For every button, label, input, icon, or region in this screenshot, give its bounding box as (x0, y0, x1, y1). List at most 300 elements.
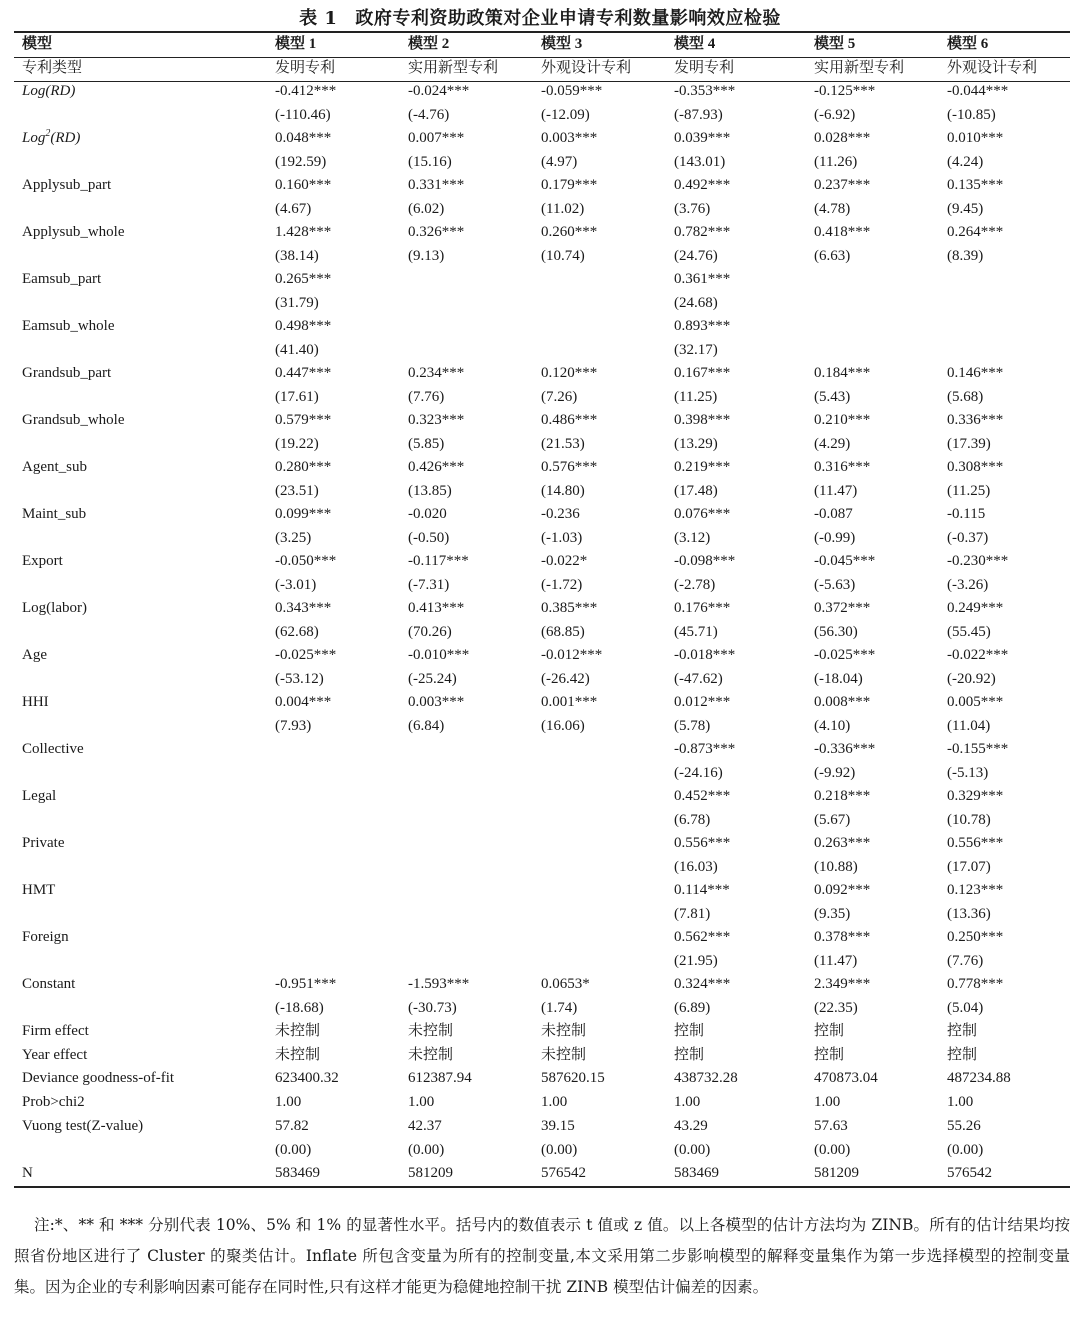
coefficient-value (400, 785, 533, 809)
variable-name: Grandsub_whole (22, 412, 125, 428)
footer-value: 583469 (275, 1165, 320, 1182)
t-statistic-value (400, 856, 533, 880)
stat-row-label (14, 621, 267, 645)
coefficient-value: 0.120*** (541, 365, 598, 381)
coefficient-value: 0.556*** (674, 835, 731, 851)
coefficient-value: 0.0653* (541, 976, 590, 992)
footer-value: (0.00) (408, 1141, 445, 1158)
coef-row (14, 832, 1070, 856)
t-statistic-value: (32.17) (674, 341, 718, 358)
footer-value: 581209 (408, 1165, 453, 1182)
t-statistic-value: (16.03) (674, 858, 718, 875)
t-statistic-value (400, 903, 533, 927)
t-statistic-value (267, 809, 400, 833)
t-statistic-value: (5.85) (408, 435, 445, 452)
coefficient-value: 0.398*** (674, 412, 731, 428)
patent-type: 发明专利 (674, 60, 735, 76)
coefficient-value: 0.005*** (947, 694, 1004, 710)
t-statistic-value: (-1.72) (541, 576, 583, 593)
t-statistic-value: (11.25) (947, 482, 991, 499)
t-statistic-value: (7.93) (275, 717, 312, 734)
t-statistic-value: (16.06) (541, 717, 585, 734)
coefficient-value: 0.556*** (947, 835, 1004, 851)
t-statistic-value: (-0.37) (947, 529, 989, 546)
coefficient-value: -0.025*** (275, 647, 337, 663)
coefficient-value: 0.010*** (947, 130, 1004, 146)
coef-row (14, 597, 1070, 621)
stat-row-label (14, 527, 267, 551)
coefficient-value: -0.050*** (275, 553, 337, 569)
stat-row (14, 715, 1070, 739)
footer-label: N (22, 1165, 33, 1182)
stat-row (14, 292, 1070, 316)
t-statistic-value: (-110.46) (275, 106, 331, 123)
t-statistic-value: (17.07) (947, 858, 991, 875)
patent-type: 发明专利 (275, 60, 336, 76)
footer-value: 438732.28 (674, 1070, 738, 1087)
coefficient-value: 0.184*** (814, 365, 871, 381)
t-statistic-value (939, 292, 1070, 316)
stat-row (14, 668, 1070, 692)
model-header: 模型 2 (408, 36, 450, 52)
coefficient-value: 0.486*** (541, 412, 598, 428)
coefficient-value: -0.018*** (674, 647, 736, 663)
t-statistic-value: (22.35) (814, 999, 858, 1016)
variable-name: Grandsub_part (22, 365, 112, 381)
footer-label (14, 1139, 267, 1163)
stat-row-label (14, 292, 267, 316)
note-text: 注:*、** 和 *** 分别代表 10%、5% 和 1% 的显著性水平。括号内的数值表示 t 值或 z 值。以上各模型的估计方法均为 ZINB。所有的估计结果均按照省份地区进行了 Cluster 的聚类估计。Inflate 所包含变量为所有的控制变量,本文采用第二步影响模型的解释变量集作为第一步选择模型的控制变量集。因为企业的专利影响因素可能存在同时性,只有这样才能更为稳健地控制干扰 ZINB 模型估计偏差的因素。 (14, 1216, 1070, 1296)
t-statistic-value: (192.59) (275, 153, 327, 170)
stat-row-label (14, 856, 267, 880)
coefficient-value: -0.059*** (541, 83, 603, 99)
t-statistic-value: (3.25) (275, 529, 312, 546)
t-statistic-value: (7.81) (674, 905, 711, 922)
stat-row (14, 151, 1070, 175)
coefficient-value: -0.155*** (947, 741, 1009, 757)
footer-row (14, 1115, 1070, 1139)
coefficient-value: -0.230*** (947, 553, 1009, 569)
t-statistic-value: (-18.68) (275, 999, 324, 1016)
stat-row-label (14, 480, 267, 504)
stat-row (14, 386, 1070, 410)
t-statistic-value: (-30.73) (408, 999, 457, 1016)
t-statistic-value (267, 856, 400, 880)
coef-row (14, 268, 1070, 292)
t-statistic-value: (4.67) (275, 200, 312, 217)
t-statistic-value: (-87.93) (674, 106, 723, 123)
model-header: 模型 4 (674, 36, 716, 52)
coefficient-value: 0.167*** (674, 365, 731, 381)
t-statistic-value: (4.78) (814, 200, 851, 217)
coefficient-value: 0.263*** (814, 835, 871, 851)
coefficient-value: -0.087 (814, 506, 853, 522)
footer-value: (0.00) (275, 1141, 312, 1158)
coefficient-value: 0.426*** (408, 459, 465, 475)
coefficient-value: -0.117*** (408, 553, 469, 569)
coefficient-value: -0.012*** (541, 647, 603, 663)
coefficient-value: -0.236 (541, 506, 580, 522)
coefficient-value (400, 926, 533, 950)
coefficient-value: 0.048*** (275, 130, 332, 146)
regression-table-body (14, 33, 1070, 1186)
coef-row (14, 174, 1070, 198)
t-statistic-value (400, 809, 533, 833)
footer-row (14, 1020, 1070, 1044)
t-statistic-value: (70.26) (408, 623, 452, 640)
t-statistic-value: (11.04) (947, 717, 991, 734)
coef-row (14, 409, 1070, 433)
t-statistic-value: (56.30) (814, 623, 858, 640)
t-statistic-value (533, 292, 666, 316)
coefficient-value (400, 315, 533, 339)
coefficient-value: -0.098*** (674, 553, 736, 569)
footer-row (14, 1044, 1070, 1068)
footer-value: 583469 (674, 1165, 719, 1182)
coefficient-value: 0.039*** (674, 130, 731, 146)
coefficient-value: 1.428*** (275, 224, 332, 240)
t-statistic-value: (-1.03) (541, 529, 583, 546)
t-statistic-value: (55.45) (947, 623, 991, 640)
t-statistic-value: (38.14) (275, 247, 319, 264)
footer-value: (0.00) (541, 1141, 578, 1158)
t-statistic-value: (45.71) (674, 623, 718, 640)
t-statistic-value: (68.85) (541, 623, 585, 640)
variable-name-exponent: 2 (45, 128, 51, 139)
coefficient-value (939, 268, 1070, 292)
t-statistic-value (400, 339, 533, 363)
footer-value: 57.82 (275, 1117, 309, 1134)
t-statistic-value: (6.78) (674, 811, 711, 828)
header-row-models (14, 33, 1070, 56)
t-statistic-value: (9.13) (408, 247, 445, 264)
t-statistic-value (267, 762, 400, 786)
t-statistic-value: (10.78) (947, 811, 991, 828)
coefficient-value (533, 315, 666, 339)
coefficient-value: 0.260*** (541, 224, 598, 240)
coefficient-value (400, 879, 533, 903)
coefficient-value: 0.498*** (275, 318, 332, 334)
t-statistic-value: (-5.63) (814, 576, 856, 593)
footer-value: 587620.15 (541, 1070, 605, 1087)
variable-name-base: Log (22, 130, 46, 146)
footer-value: 控制 (814, 1023, 845, 1039)
t-statistic-value: (7.26) (541, 388, 578, 405)
t-statistic-value: (-9.92) (814, 764, 856, 781)
coefficient-value (533, 785, 666, 809)
coefficient-value: 0.336*** (947, 412, 1004, 428)
t-statistic-value: (6.02) (408, 200, 445, 217)
footer-row (14, 1139, 1070, 1163)
t-statistic-value (533, 339, 666, 363)
variable-name: Private (22, 835, 65, 851)
coefficient-value: -0.044*** (947, 83, 1009, 99)
t-statistic-value: (3.12) (674, 529, 711, 546)
t-statistic-value: (5.67) (814, 811, 851, 828)
stat-row (14, 433, 1070, 457)
stat-row-label (14, 245, 267, 269)
coefficient-value: 0.001*** (541, 694, 598, 710)
coefficient-value: 0.579*** (275, 412, 332, 428)
coefficient-value (533, 879, 666, 903)
t-statistic-value: (4.24) (947, 153, 984, 170)
t-statistic-value: (-0.50) (408, 529, 450, 546)
variable-name: Collective (22, 741, 84, 757)
coefficient-value: 2.349*** (814, 976, 871, 992)
footer-value: 未控制 (408, 1023, 454, 1039)
t-statistic-value (533, 856, 666, 880)
model-header: 模型 6 (947, 36, 989, 52)
stat-row-label (14, 433, 267, 457)
footer-value: 控制 (674, 1046, 705, 1063)
stat-row-label (14, 762, 267, 786)
coefficient-value: 0.264*** (947, 224, 1004, 240)
coefficient-value: 0.099*** (275, 506, 332, 522)
coef-row (14, 80, 1070, 104)
model-header: 模型 5 (814, 36, 856, 52)
footer-value: 623400.32 (275, 1070, 339, 1087)
variable-name: Eamsub_part (22, 271, 102, 287)
stat-row (14, 245, 1070, 269)
t-statistic-value (400, 762, 533, 786)
t-statistic-value (806, 292, 939, 316)
coefficient-value: 0.343*** (275, 600, 332, 616)
t-statistic-value: (3.76) (674, 200, 711, 217)
coefficient-value: 0.234*** (408, 365, 465, 381)
coefficient-value: 0.562*** (674, 929, 731, 945)
coefficient-value: 0.249*** (947, 600, 1004, 616)
stat-row (14, 480, 1070, 504)
footer-value: 581209 (814, 1165, 859, 1182)
variable-name: Maint_sub (22, 506, 87, 522)
patent-type: 外观设计专利 (541, 60, 632, 76)
t-statistic-value (400, 292, 533, 316)
stat-row (14, 809, 1070, 833)
coefficient-value: 0.782*** (674, 224, 731, 240)
footer-value: 57.63 (814, 1117, 848, 1134)
coefficient-value: -0.951*** (275, 976, 337, 992)
footer-value: 控制 (947, 1046, 978, 1063)
coefficient-value: 0.092*** (814, 882, 871, 898)
t-statistic-value (400, 950, 533, 974)
coefficient-value: -0.125*** (814, 83, 876, 99)
coefficient-value: -0.025*** (814, 647, 876, 663)
coefficient-value (939, 315, 1070, 339)
footer-value: 未控制 (541, 1046, 587, 1063)
variable-name (14, 127, 267, 151)
stat-row-label (14, 903, 267, 927)
stat-row-label (14, 104, 267, 128)
coefficient-value: 0.324*** (674, 976, 731, 992)
t-statistic-value: (-12.09) (541, 106, 590, 123)
t-statistic-value: (5.04) (947, 999, 984, 1016)
variable-name: HMT (22, 882, 56, 898)
t-statistic-value: (-7.31) (408, 576, 450, 593)
footer-value: 576542 (541, 1165, 586, 1182)
coefficient-value: 0.316*** (814, 459, 871, 475)
coefficient-value: -0.020 (408, 506, 447, 522)
stat-row-label (14, 950, 267, 974)
coefficient-value: 0.004*** (275, 694, 332, 710)
t-statistic-value: (5.43) (814, 388, 851, 405)
t-statistic-value: (-26.42) (541, 670, 590, 687)
t-statistic-value: (143.01) (674, 153, 726, 170)
coefficient-value (533, 832, 666, 856)
coefficient-value (400, 832, 533, 856)
coefficient-value: 0.012*** (674, 694, 731, 710)
stat-row-label (14, 386, 267, 410)
coefficient-value (267, 926, 400, 950)
coef-row (14, 691, 1070, 715)
variable-name: Age (22, 647, 47, 663)
t-statistic-value: (6.84) (408, 717, 445, 734)
stat-row (14, 856, 1070, 880)
coefficient-value: -0.353*** (674, 83, 736, 99)
footer-label: Deviance goodness-of-fit (22, 1070, 175, 1087)
footer-row (14, 1162, 1070, 1186)
model-header: 模型 3 (541, 36, 583, 52)
t-statistic-value: (10.74) (541, 247, 585, 264)
coef-row (14, 221, 1070, 245)
t-statistic-value: (-4.76) (408, 106, 450, 123)
coefficient-value: -0.045*** (814, 553, 876, 569)
variable-name: HHI (22, 694, 49, 710)
t-statistic-value: (13.36) (947, 905, 991, 922)
footer-value: 576542 (947, 1165, 992, 1182)
coefficient-value: 0.028*** (814, 130, 871, 146)
t-statistic-value: (-20.92) (947, 670, 996, 687)
footer-value: 39.15 (541, 1117, 575, 1134)
model-header: 模型 1 (275, 36, 317, 52)
coefficient-value: 0.492*** (674, 177, 731, 193)
t-statistic-value: (17.61) (275, 388, 319, 405)
variable-name: Applysub_whole (22, 224, 125, 240)
stat-row-label (14, 574, 267, 598)
t-statistic-value: (-10.85) (947, 106, 996, 123)
t-statistic-value: (4.10) (814, 717, 851, 734)
t-statistic-value: (11.26) (814, 153, 858, 170)
coefficient-value: -0.412*** (275, 83, 337, 99)
coefficient-value: 0.160*** (275, 177, 332, 193)
t-statistic-value: (7.76) (408, 388, 445, 405)
coefficient-value: 0.003*** (541, 130, 598, 146)
coefficient-value: 0.123*** (947, 882, 1004, 898)
t-statistic-value: (41.40) (275, 341, 319, 358)
variable-name: Export (22, 553, 63, 569)
coefficient-value: 0.378*** (814, 929, 871, 945)
patent-type: 实用新型专利 (814, 60, 905, 76)
coef-row (14, 127, 1070, 151)
coefficient-value: 0.778*** (947, 976, 1004, 992)
footer-value: (0.00) (814, 1141, 851, 1158)
footer-value: 控制 (674, 1023, 705, 1039)
footer-value: 612387.94 (408, 1070, 472, 1087)
coefficient-value: 0.576*** (541, 459, 598, 475)
coefficient-value: -0.115 (947, 506, 986, 522)
coefficient-value: 0.179*** (541, 177, 598, 193)
coefficient-value: 0.219*** (674, 459, 731, 475)
t-statistic-value: (8.39) (947, 247, 984, 264)
coef-row (14, 362, 1070, 386)
coefficient-value: 0.176*** (674, 600, 731, 616)
t-statistic-value: (31.79) (275, 294, 319, 311)
t-statistic-value: (-6.92) (814, 106, 856, 123)
coefficient-value: 0.265*** (275, 271, 332, 287)
stat-row (14, 104, 1070, 128)
t-statistic-value: (-3.01) (275, 576, 317, 593)
t-statistic-value: (15.16) (408, 153, 452, 170)
footer-value: 1.00 (947, 1094, 974, 1111)
table-label: 表 1 (299, 8, 338, 29)
coefficient-value: 0.329*** (947, 788, 1004, 804)
footer-value: 470873.04 (814, 1070, 878, 1087)
footer-row (14, 1067, 1070, 1091)
coef-row (14, 644, 1070, 668)
t-statistic-value: (5.68) (947, 388, 984, 405)
coefficient-value: 0.237*** (814, 177, 871, 193)
t-statistic-value: (11.25) (674, 388, 718, 405)
stat-row-label (14, 997, 267, 1021)
stat-row-label (14, 151, 267, 175)
t-statistic-value (533, 762, 666, 786)
stat-row (14, 950, 1070, 974)
t-statistic-value: (-24.16) (674, 764, 723, 781)
variable-name: Eamsub_whole (22, 318, 115, 334)
t-statistic-value: (13.85) (408, 482, 452, 499)
table-caption (0, 4, 1080, 30)
footer-label: Year effect (22, 1046, 88, 1063)
t-statistic-value: (6.89) (674, 999, 711, 1016)
coefficient-value: 0.331*** (408, 177, 465, 193)
stat-row (14, 997, 1070, 1021)
coefficient-value (400, 738, 533, 762)
t-statistic-value: (-3.26) (947, 576, 989, 593)
stat-row-label (14, 715, 267, 739)
coefficient-value: 0.007*** (408, 130, 465, 146)
variable-name: Agent_sub (22, 459, 87, 475)
t-statistic-value: (5.78) (674, 717, 711, 734)
coefficient-value (533, 926, 666, 950)
t-statistic-value: (6.63) (814, 247, 851, 264)
stat-row (14, 198, 1070, 222)
t-statistic-value: (-18.04) (814, 670, 863, 687)
t-statistic-value: (23.51) (275, 482, 319, 499)
coef-row (14, 973, 1070, 997)
t-statistic-value: (62.68) (275, 623, 319, 640)
stat-row (14, 903, 1070, 927)
header-label: 模型 (22, 36, 53, 52)
footer-value: 未控制 (275, 1023, 321, 1039)
coef-row (14, 879, 1070, 903)
footer-value: 487234.88 (947, 1070, 1011, 1087)
coefficient-value: 0.361*** (674, 271, 731, 287)
regression-table (14, 33, 1070, 1186)
coefficient-value (533, 268, 666, 292)
t-statistic-value: (10.88) (814, 858, 858, 875)
t-statistic-value: (4.97) (541, 153, 578, 170)
variable-name: Foreign (22, 929, 69, 945)
coef-row (14, 503, 1070, 527)
coefficient-value: 0.893*** (674, 318, 731, 334)
t-statistic-value (533, 809, 666, 833)
coefficient-value (267, 738, 400, 762)
footer-value: 未控制 (275, 1046, 321, 1063)
footer-value: 1.00 (541, 1094, 568, 1111)
t-statistic-value: (24.68) (674, 294, 718, 311)
footer-value: 未控制 (541, 1023, 587, 1039)
variable-name: Applysub_part (22, 177, 112, 193)
coefficient-value (400, 268, 533, 292)
